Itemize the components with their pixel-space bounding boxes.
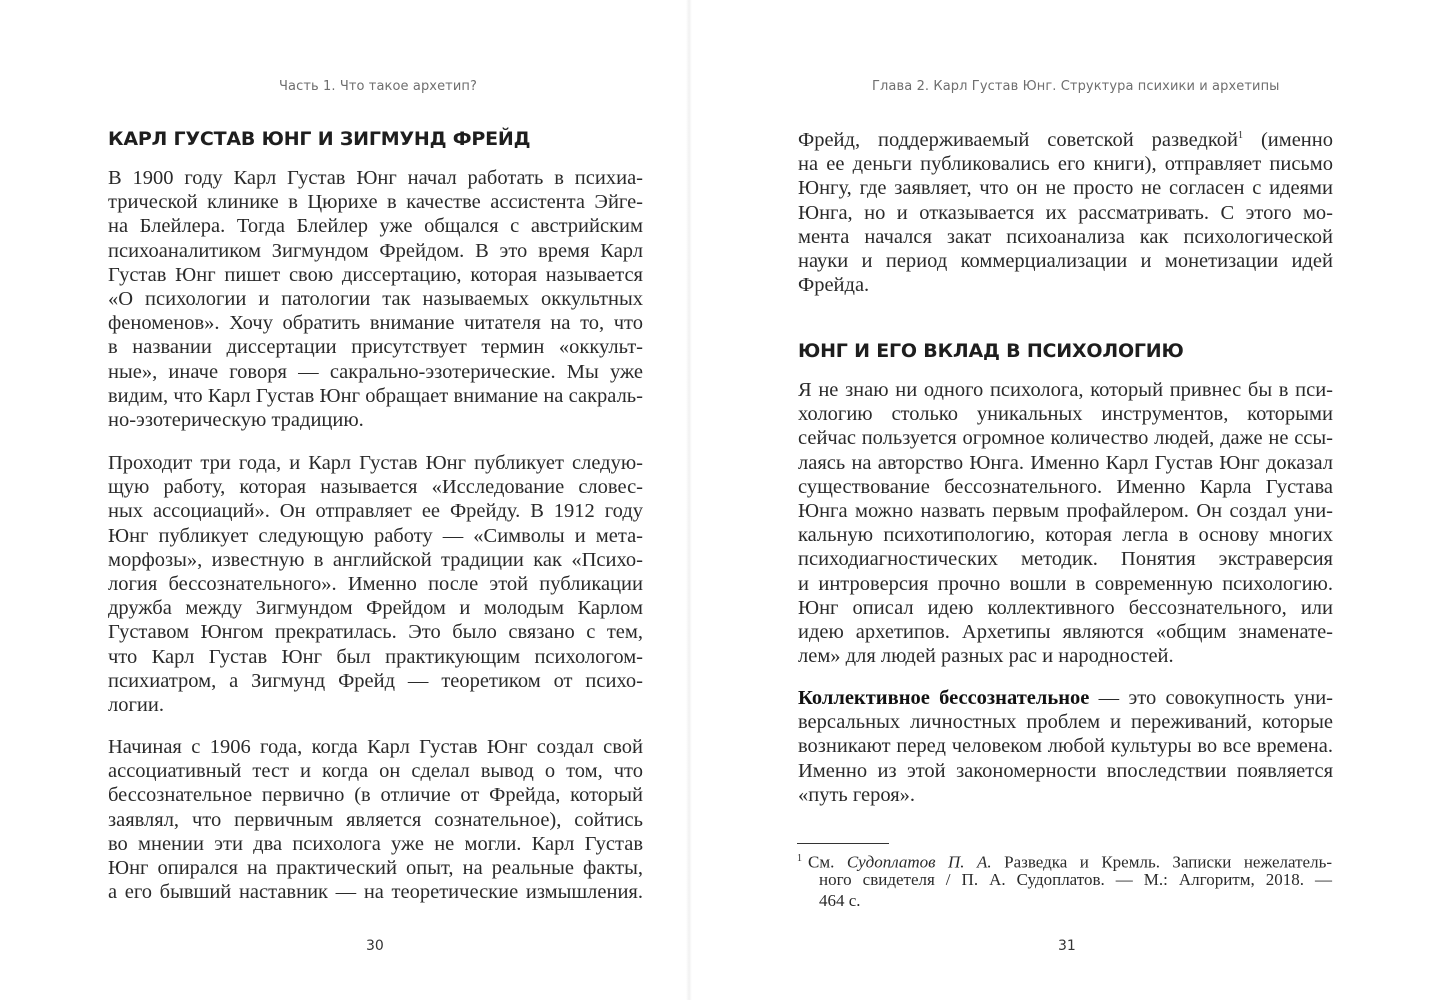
footnote (797, 848, 1332, 911)
text-line: Именно из этой закономерности впоследствии появляется (798, 759, 1333, 782)
running-head: Часть 1. Что такое архетип? (279, 79, 478, 94)
paragraph (108, 166, 643, 432)
text-line: идею архетипов. Архетипы являются «общим знаменате- (798, 620, 1333, 643)
text-line: заявлял, что первичным является сознательное), сойтись (108, 808, 643, 831)
text-line: феноменов». Хочу обратить внимание читателя на то, что (108, 312, 643, 335)
text-line: во мнении эти два психолога уже не могли. Карл Густав (108, 832, 643, 855)
text-line: Юнг публикует следующую работу — «Символы и мета- (108, 524, 643, 547)
paragraph (798, 686, 1333, 807)
text-line: ные», иначе говоря — сакрально-эзотерические. Мы уже (108, 360, 643, 383)
text-line: В 1900 году Карл Густав Юнг начал работать в психиа- (108, 167, 643, 189)
text-line: версальных личностных проблем и переживаний, которые (798, 711, 1333, 734)
text-line: трической клинике в Цюрихе в качестве ассистента Эйге- (108, 191, 643, 214)
text-line: в названии диссертации присутствует термин «оккульт- (108, 336, 643, 359)
section-heading: ЮНГ И ЕГО ВКЛАД В ПСИХОЛОГИЮ (798, 340, 1184, 362)
text-line: психиатром, а Зигмунд Фрейд — теоретиком от психо- (108, 669, 643, 692)
footnote-line (797, 848, 1333, 872)
text-line: Фрейда. (798, 274, 870, 297)
text-line: «О психологии и патологии так называемых оккультных (108, 287, 643, 310)
text-line: Я не знаю ни одного психолога, который привнес бы в пси- (798, 379, 1333, 401)
text-line: психоаналитиком Зигмундом Фрейдом. В это время Карл (108, 239, 643, 262)
text-line: а его бывший наставник — на теоретические измышления. (108, 881, 643, 904)
text-line: логия бессознательного». Именно после этой публикации (108, 572, 643, 595)
text-line: Начиная с 1906 года, когда Карл Густав Юнг создал свой (108, 736, 643, 758)
text-line: ассоциативный тест и когда он сделал вывод о том, что (108, 760, 643, 783)
text-line: щую работу, которая называется «Исследование словес- (108, 476, 643, 499)
text-span: Фрейд, поддерживаемый советской разведкой (798, 129, 1239, 151)
page-number: 31 (1058, 938, 1076, 954)
text-line: сейчас пользуется огромное количество людей, даже не ссы- (798, 427, 1333, 450)
text-line: и интроверсия прочно вошли в современную психологию. (798, 572, 1333, 595)
text-line: ных ассоциаций». Он отправляет ее Фрейду. В 1912 году (108, 500, 643, 523)
paragraph (798, 378, 1333, 668)
text-line: Юнг опирался на практический опыт, на реальные факты, (108, 856, 643, 879)
page-number: 30 (366, 938, 384, 954)
text-line: существование бессознательного. Именно Карла Густава (798, 475, 1333, 498)
text-line: на ее деньги публиковались его книги), отправляет письмо (798, 153, 1333, 176)
text-line: лаясь на авторство Юнга. Именно Карл Густав Юнг доказал (798, 451, 1333, 474)
text-line: возникают перед человеком любой культуры во все времена. (798, 735, 1333, 758)
text-span: (именно (1243, 129, 1334, 151)
text-line: психодиагностических методик. Понятия экстраверсия (798, 548, 1333, 571)
author-name: Судоплатов П. А. (846, 852, 992, 872)
text-line: морфозы», известную в английской традиции как «Психо- (108, 548, 643, 571)
text-line: логии. (108, 693, 164, 716)
text-line: науки и период коммерциализации и монетизации идей (798, 249, 1333, 272)
text-line: хологию столько уникальных инструментов, которыми (798, 403, 1333, 426)
text-line: Густав Юнг пишет свою диссертацию, которая называется (108, 263, 643, 286)
footnote-divider (797, 843, 889, 844)
section-heading: КАРЛ ГУСТАВ ЮНГ И ЗИГМУНД ФРЕЙД (108, 128, 531, 150)
text-line: Юнга можно назвать первым профайлером. Он создал уни- (798, 499, 1333, 522)
text-line: что Карл Густав Юнг был практикующим психологом- (108, 645, 643, 668)
text-line (798, 686, 1333, 710)
text-line: видим, что Карл Густав Юнг обращает внимание на сакраль- (108, 384, 643, 407)
text-span: Разведка и Кремль. Записки нежелатель- (991, 852, 1333, 872)
text-line: на Блейлера. Тогда Блейлер уже общался с австрийским (108, 215, 643, 238)
text-line: мента начался закат психоанализа как психологической (798, 225, 1333, 248)
right-page (692, 0, 1449, 1000)
text-line: дружба между Зигмундом Фрейдом и молодым Карлом (108, 597, 643, 620)
running-head: Глава 2. Карл Густав Юнг. Структура психики и архетипы (872, 79, 1280, 94)
text-line: но-эзотерическую традицию. (108, 408, 364, 431)
paragraph (108, 735, 643, 904)
text-line: Густавом Юнгом прекратилась. Это было связано с тем, (108, 621, 643, 644)
text-span: — это совокупность уни- (1089, 687, 1333, 709)
text-span: См. (808, 852, 847, 872)
paragraph (108, 451, 643, 717)
footnote-line: ного свидетеля / П. А. Судоплатов. — М.: Алгоритм, 2018. — (819, 870, 1332, 889)
paragraph (798, 128, 1333, 297)
left-page (0, 0, 686, 1000)
text-line: бессознательное первично (в отличие от Фрейда, который (108, 784, 643, 807)
text-line: «путь героя». (798, 783, 916, 806)
text-line: лем» для людей разных рас и народностей. (798, 645, 1174, 668)
footnote-line: 464 с. (819, 891, 861, 910)
text-line (798, 128, 1333, 152)
text-line: Юнгу, где заявляет, что он не просто не согласен с идеями (798, 177, 1333, 200)
text-line: Юнг описал идею коллективного бессознательного, или (798, 596, 1333, 619)
bold-term: Коллективное бессознательное (798, 687, 1090, 709)
footnote-mark: 1 (797, 853, 802, 864)
text-line: Проходит три года, и Карл Густав Юнг публикует следую- (108, 452, 643, 474)
footnote-reference[interactable]: 1 (1238, 130, 1244, 142)
text-line: Юнга, но и отказывается их рассматривать. С этого мо- (798, 201, 1333, 224)
text-line: кальную психотипологию, которая легла в основу многих (798, 524, 1333, 547)
